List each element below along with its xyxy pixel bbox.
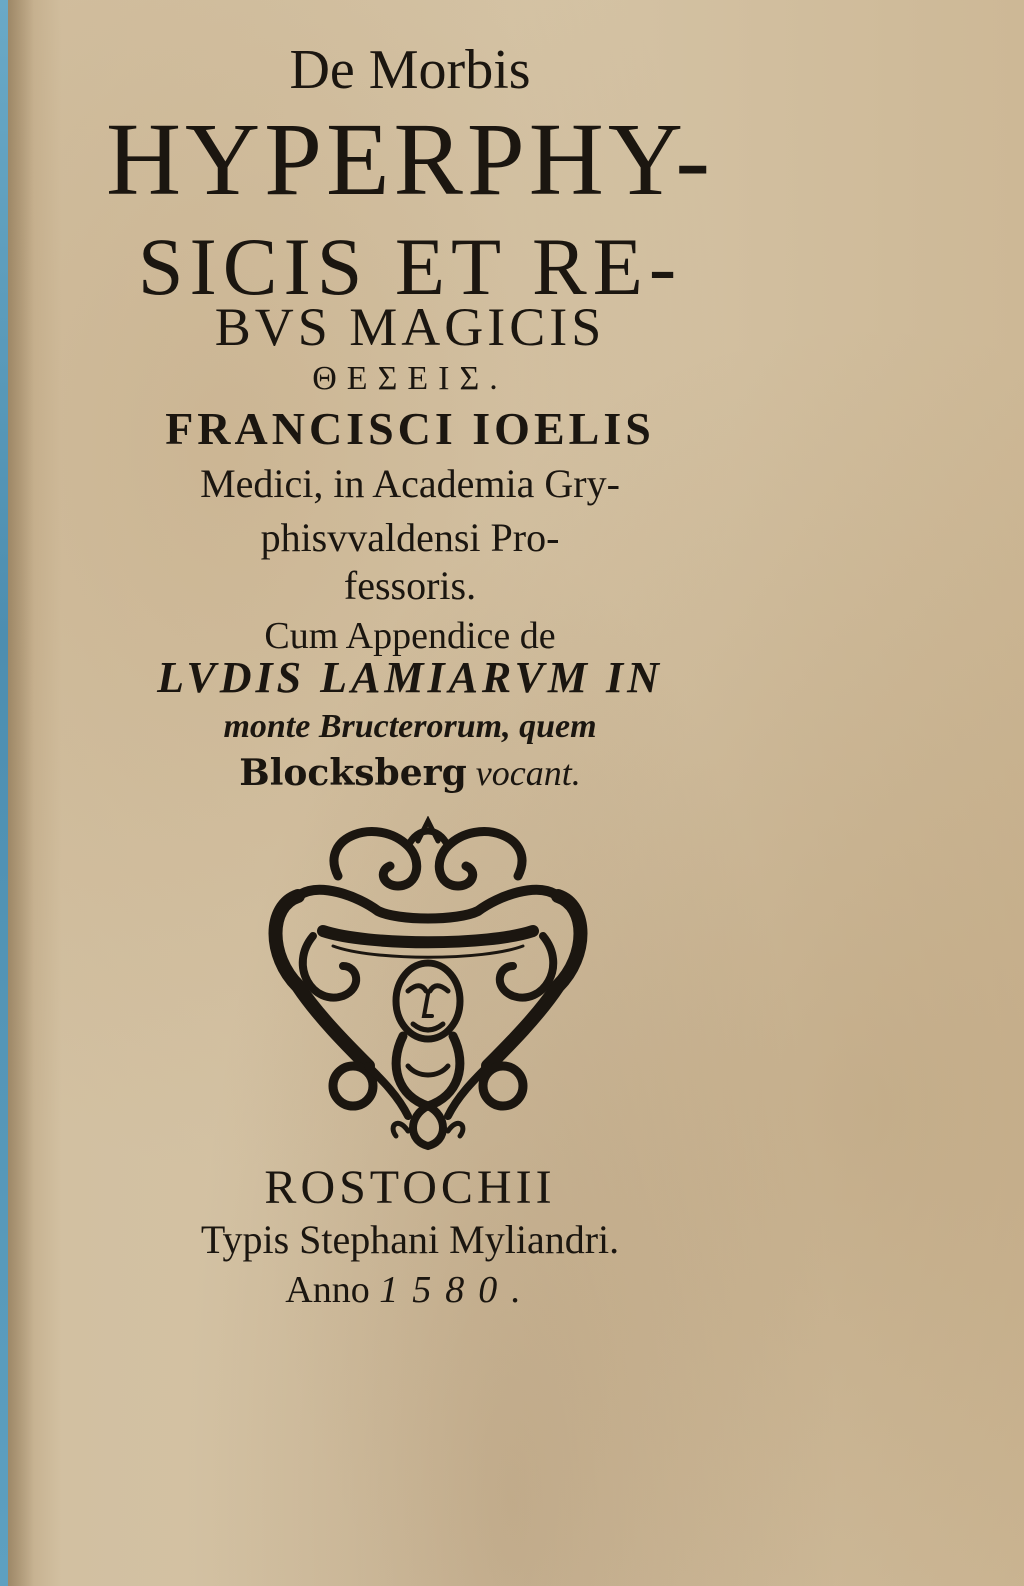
appendix-blocksberg-line [0,752,820,794]
imprint-city: ROSTOCHII [264,1161,556,1214]
appendix-subtitle: monte Bructerorum, quem [223,708,597,745]
blocksberg-word: Blocksberg [239,752,467,794]
title-line-bvs-magicis: BVS MAGICIS [214,297,606,357]
title-line-hyperphy: HYPERPHY- [105,102,715,217]
imprint-year: 1580. [379,1269,535,1311]
author-line-phisvvaldensi: phisvvaldensi Pro- [260,515,560,560]
title-line-de-morbis: De Morbis [289,39,531,101]
imprint-year-line [0,1268,820,1312]
author-line-fessoris: fessoris. [343,563,477,608]
imprint-printer: Typis Stephani Myliandri. [200,1217,620,1262]
appendix-line: Cum Appendice de [264,615,556,657]
title-line-theseis: ΘΕΣΕΙΣ. [312,360,508,397]
author-name: FRANCISCI IOELIS [165,403,655,454]
imprint-year-label: Anno [285,1269,370,1311]
author-line-medici: Medici, in Academia Gry- [200,461,620,506]
title-line-sicis: SICIS ET RE- [137,221,683,312]
vocant-word: vocant. [475,753,581,793]
grotesque-mask-ornament-icon [258,816,598,1156]
appendix-title: LVDIS LAMIARVM IN [157,653,663,702]
